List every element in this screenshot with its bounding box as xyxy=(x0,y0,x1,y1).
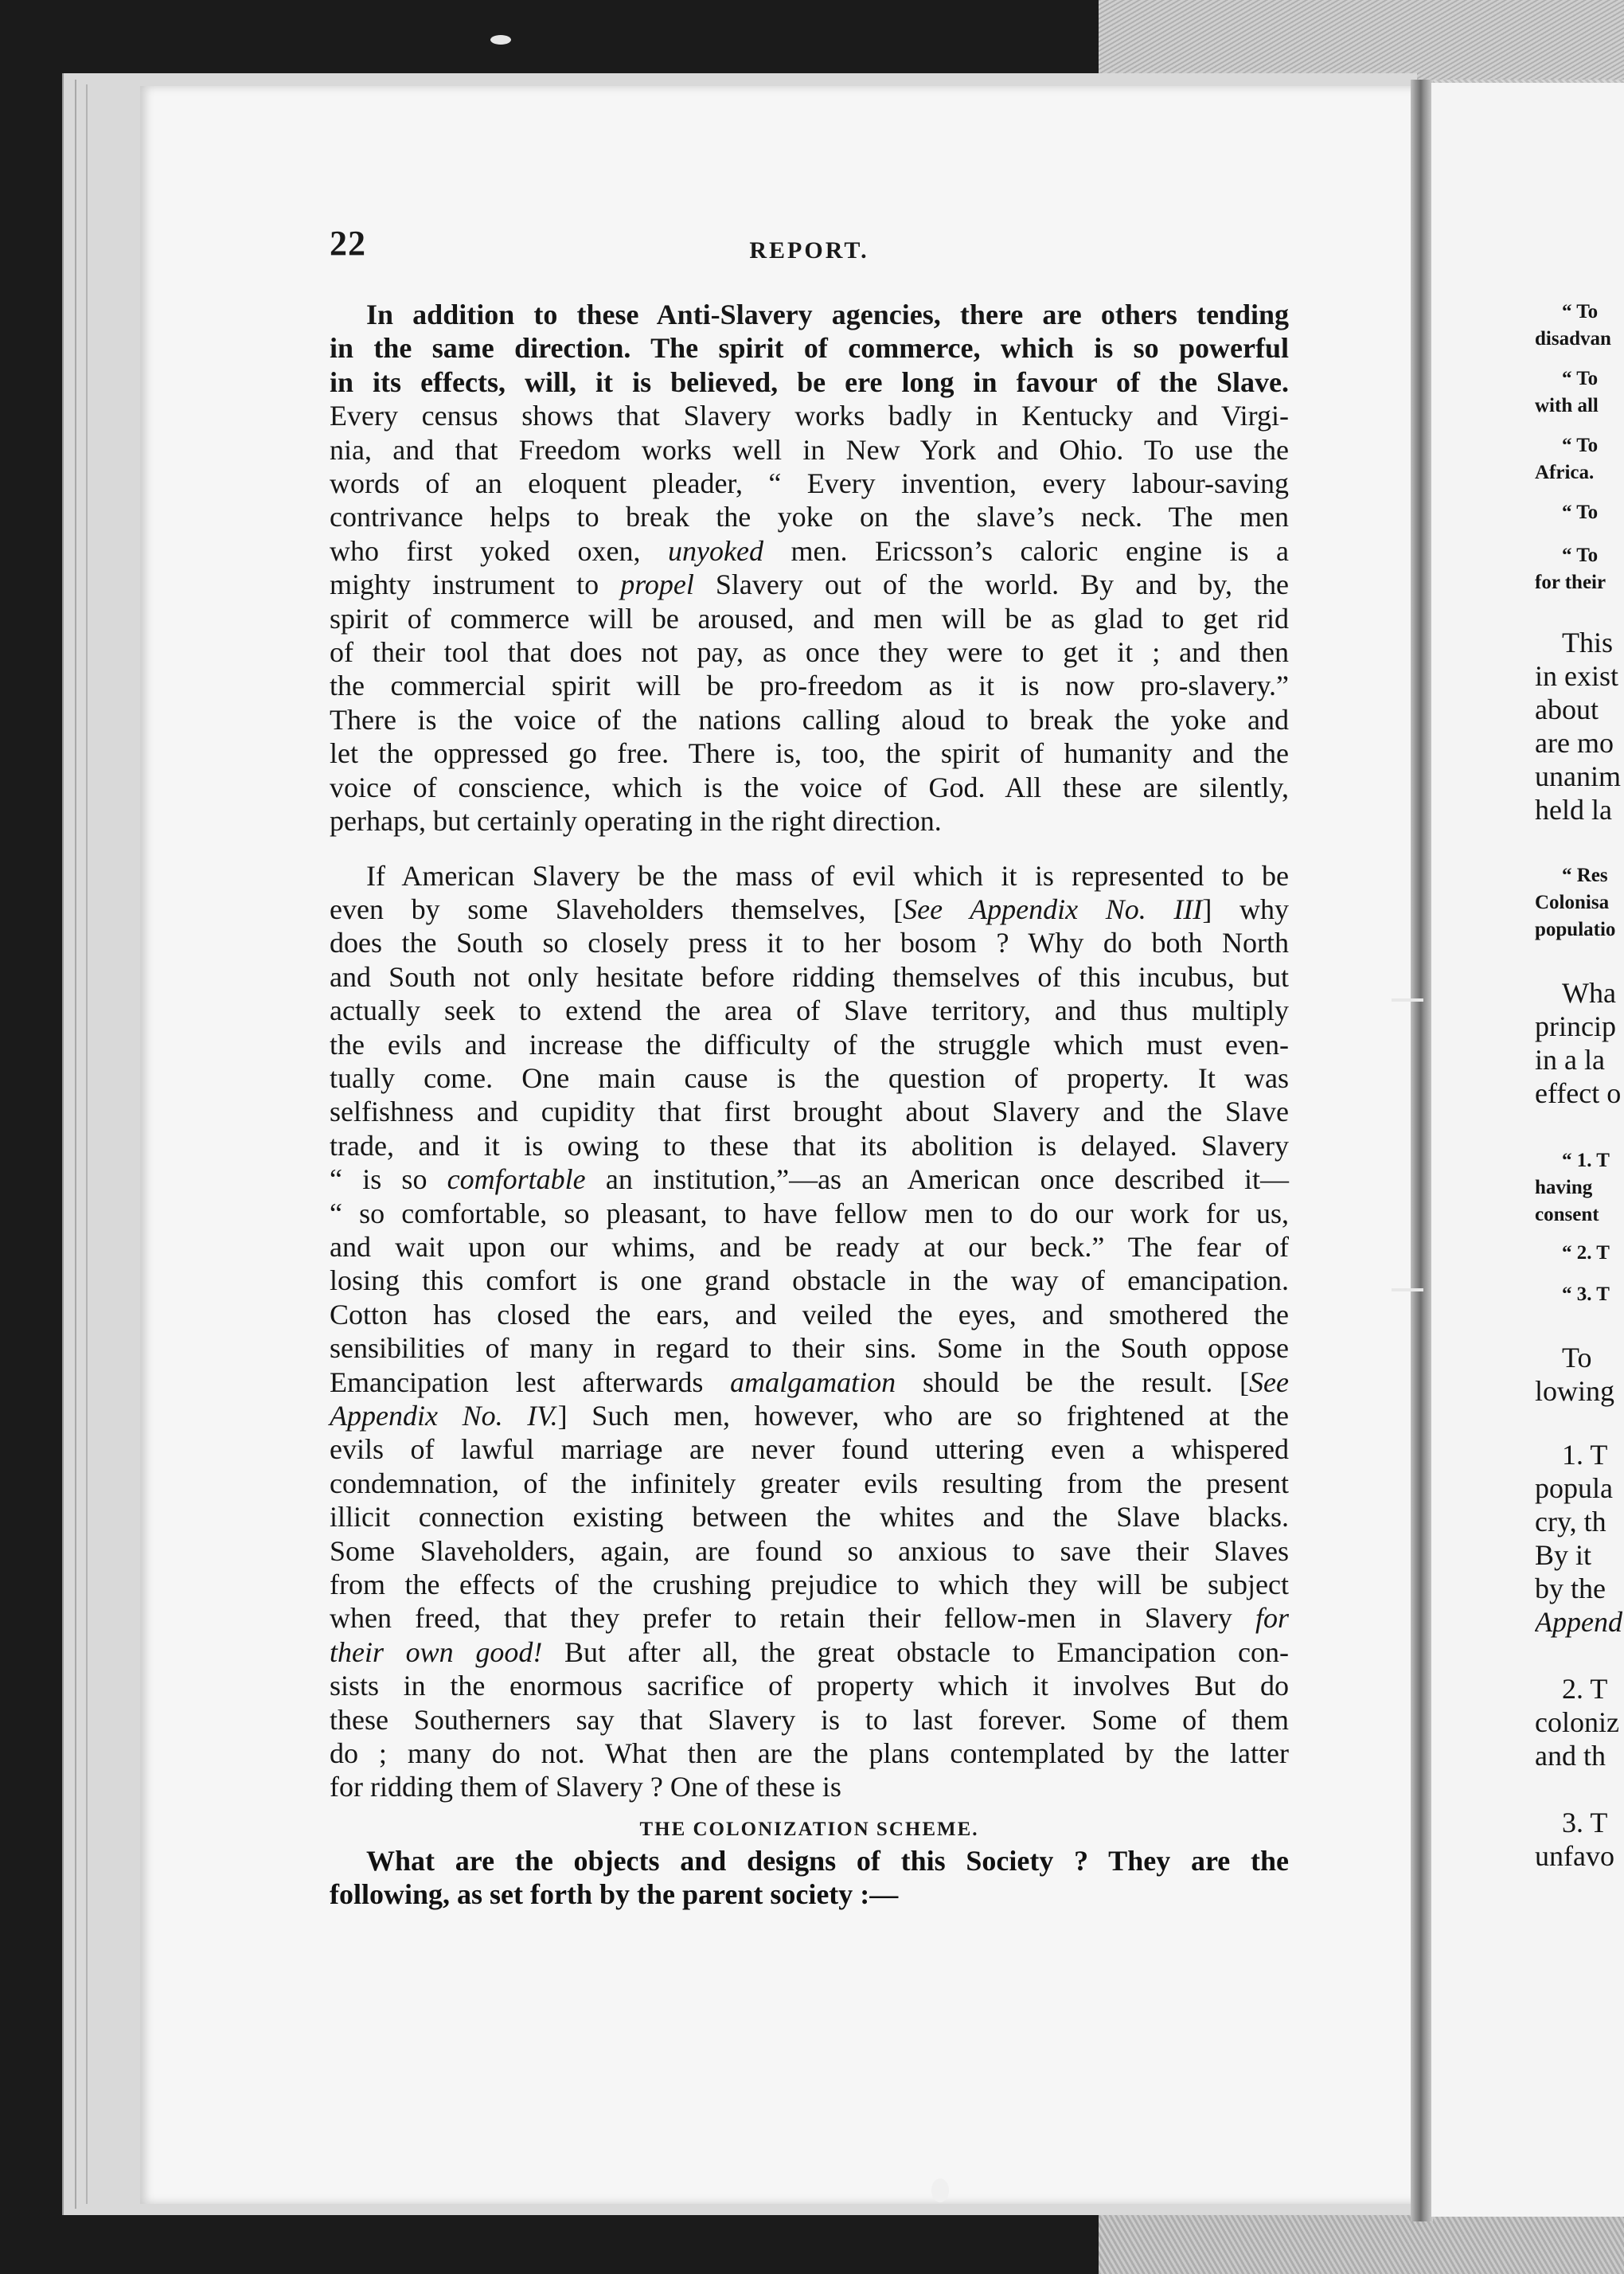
text-line: “ is so comfortable an institution,”—as an American once described it— xyxy=(330,1163,1290,1196)
text-line: even by some Slaveholders themselves, [See Appendix No. III] why xyxy=(330,893,1289,925)
text-line: following, as set forth by the parent society :— xyxy=(330,1878,899,1910)
text-line: sensibilities of many in regard to their sins. Some in the South oppose xyxy=(330,1332,1289,1365)
book-gutter xyxy=(1411,80,1433,2221)
text-line: and South not only hesitate before ridding themselves of this incubus, but xyxy=(330,960,1289,993)
running-title: REPORT. xyxy=(749,237,869,264)
right-page-line: “ To xyxy=(1562,435,1599,456)
text-line: spirit of commerce will be aroused, and men will be as glad to get rid xyxy=(330,602,1289,635)
right-page-line: lowing xyxy=(1535,1375,1615,1407)
page-number: 22 xyxy=(330,224,366,263)
right-page-line: cry, th xyxy=(1535,1506,1606,1537)
right-page-line: popula xyxy=(1535,1472,1613,1504)
text-line: words of an eloquent pleader, “ Every invention, every labour-saving xyxy=(330,467,1289,500)
right-page-line: Append xyxy=(1535,1606,1622,1638)
right-page-line: 2. T xyxy=(1562,1673,1608,1705)
paragraph-gap xyxy=(330,838,1289,859)
binding-thread xyxy=(1392,998,1423,1002)
right-page-line: 1. T xyxy=(1562,1439,1608,1471)
text-line: voice of conscience, which is the voice of God. All these are silently, xyxy=(330,771,1289,803)
right-page-line: disadvan xyxy=(1535,328,1611,350)
text-line: mighty instrument to propel Slavery out of the world. By and by, the xyxy=(330,568,1289,601)
text-line: Cotton has closed the ears, and veiled the eyes, and smothered the xyxy=(330,1298,1289,1330)
text-line: who first yoked oxen, unyoked men. Ericsson’s caloric engine is a xyxy=(330,534,1289,567)
right-page-line: with all xyxy=(1535,395,1599,416)
text-line: “ so comfortable, so pleasant, to have fellow men to do our work for us, xyxy=(330,1197,1289,1229)
right-page-line: By it xyxy=(1535,1539,1592,1571)
text-line: for ridding them of Slavery ? One of these is xyxy=(330,1771,841,1803)
text-line: illicit connection existing between the whites and the Slave blacks. xyxy=(330,1501,1289,1534)
text-line: and wait upon our whims, and be ready at our beck.” The fear of xyxy=(330,1230,1289,1263)
text-line: In addition to these Anti-Slavery agencies, there are others tending xyxy=(366,299,1289,330)
right-page-line: Wha xyxy=(1562,977,1616,1009)
text-line: when freed, that they prefer to retain their fellow-men in Slavery for xyxy=(330,1602,1289,1635)
right-page-line: about xyxy=(1535,694,1599,725)
right-page-line: To xyxy=(1562,1342,1592,1373)
right-page-line: in exist xyxy=(1535,660,1618,692)
text-line: their own good! But after all, the great obstacle to Emancipation con- xyxy=(330,1635,1289,1668)
text-line: Every census shows that Slavery works badly in Kentucky and Virgi- xyxy=(330,400,1289,432)
right-page-line: “ To xyxy=(1562,502,1599,523)
right-page-line: unanim xyxy=(1535,760,1621,792)
text-line: losing this comfort is one grand obstacle in the way of emancipation. xyxy=(330,1264,1289,1297)
text-line: If American Slavery be the mass of evil which it is represented to be xyxy=(366,859,1289,892)
right-page-line: in a la xyxy=(1535,1044,1605,1076)
text-line: trade, and it is owing to these that its abolition is delayed. Slavery xyxy=(330,1129,1289,1162)
text-line: in its effects, will, it is believed, be ere long in favour of the Slave. xyxy=(330,365,1289,398)
text-line: perhaps, but certainly operating in the right direction. xyxy=(330,805,942,838)
right-page-line: “ 1. T xyxy=(1562,1150,1610,1171)
text-line: evils of lawful marriage are never found uttering even a whispered xyxy=(330,1433,1289,1466)
right-page-line: consent xyxy=(1535,1204,1599,1225)
right-page-line: “ To xyxy=(1562,368,1599,389)
text-line: Emancipation lest afterwards amalgamation should be the result. [See xyxy=(330,1366,1289,1398)
text-line: from the effects of the crushing prejudice to which they will be subject xyxy=(330,1569,1289,1601)
text-line: the commercial spirit will be pro-freedom as it is now pro-slavery.” xyxy=(330,670,1289,702)
text-line: tually come. One main cause is the question of property. It was xyxy=(330,1061,1289,1094)
right-page-line: “ Res xyxy=(1562,865,1608,886)
right-page-line: coloniz xyxy=(1535,1706,1619,1738)
text-line: contrivance helps to break the yoke on the slave’s neck. The men xyxy=(330,501,1289,533)
right-page-line: “ To xyxy=(1562,301,1599,322)
text-line: of their tool that does not pay, as once they were to get it ; and then xyxy=(330,636,1289,669)
scanner-background-top xyxy=(1099,0,1624,80)
text-line: What are the objects and designs of this Society ? They are the xyxy=(366,1845,1289,1877)
text-line: condemnation, of the infinitely greater evils resulting from the present xyxy=(330,1467,1289,1499)
text-line: There is the voice of the nations calling aloud to break the yoke and xyxy=(330,703,1289,736)
dust-speck xyxy=(490,35,511,45)
right-page-line: “ 2. T xyxy=(1562,1242,1610,1264)
right-page-line: 3. T xyxy=(1562,1807,1608,1838)
running-head xyxy=(330,223,1289,271)
right-page-line: “ 3. T xyxy=(1562,1284,1610,1305)
right-page-line: princip xyxy=(1535,1010,1616,1042)
right-page-line: having xyxy=(1535,1177,1593,1198)
right-page-line: Colonisa xyxy=(1535,892,1610,913)
text-line: does the South so closely press it to her bosom ? Why do both North xyxy=(330,927,1289,959)
right-page-line: “ To xyxy=(1562,545,1599,566)
body-text xyxy=(330,298,1289,1804)
right-page-line: Africa. xyxy=(1535,462,1595,483)
right-page-line: by the xyxy=(1535,1573,1606,1604)
text-line: nia, and that Freedom works well in New York and Ohio. To use the xyxy=(330,433,1289,466)
text-line: the evils and increase the difficulty of the struggle which must even- xyxy=(330,1028,1289,1061)
text-line: Some Slaveholders, again, are found so anxious to save their Slaves xyxy=(330,1534,1289,1567)
right-page-line: effect o xyxy=(1535,1077,1622,1109)
right-page-line: unfavo xyxy=(1535,1840,1614,1872)
right-page-line: for their xyxy=(1535,572,1606,593)
dust-speck xyxy=(931,2178,949,2202)
text-line: sists in the enormous sacrifice of property which it involves But do xyxy=(330,1670,1289,1702)
right-page-line: held la xyxy=(1535,794,1612,826)
right-page-line: This xyxy=(1562,627,1614,658)
text-line: these Southerners say that Slavery is to last forever. Some of them xyxy=(330,1703,1289,1736)
right-page-line: and th xyxy=(1535,1740,1606,1772)
text-line: Appendix No. IV.] Such men, however, who are so frightened at the xyxy=(330,1400,1289,1432)
text-line: actually seek to extend the area of Slave territory, and thus multiply xyxy=(330,994,1289,1027)
closing-paragraph xyxy=(330,1844,1289,1911)
text-line: let the oppressed go free. There is, too, the spirit of humanity and the xyxy=(330,737,1289,770)
binding-thread xyxy=(1392,1288,1423,1291)
section-heading: THE COLONIZATION SCHEME. xyxy=(639,1819,979,1840)
right-page-line: populatio xyxy=(1535,919,1616,940)
text-line: do ; many do not. What then are the plans contemplated by the latter xyxy=(330,1737,1289,1770)
text-line: selfishness and cupidity that first brought about Slavery and the Slave xyxy=(330,1096,1289,1128)
right-page-line: are mo xyxy=(1535,727,1614,759)
text-line: in the same direction. The spirit of commerce, which is so powerful xyxy=(330,332,1289,365)
